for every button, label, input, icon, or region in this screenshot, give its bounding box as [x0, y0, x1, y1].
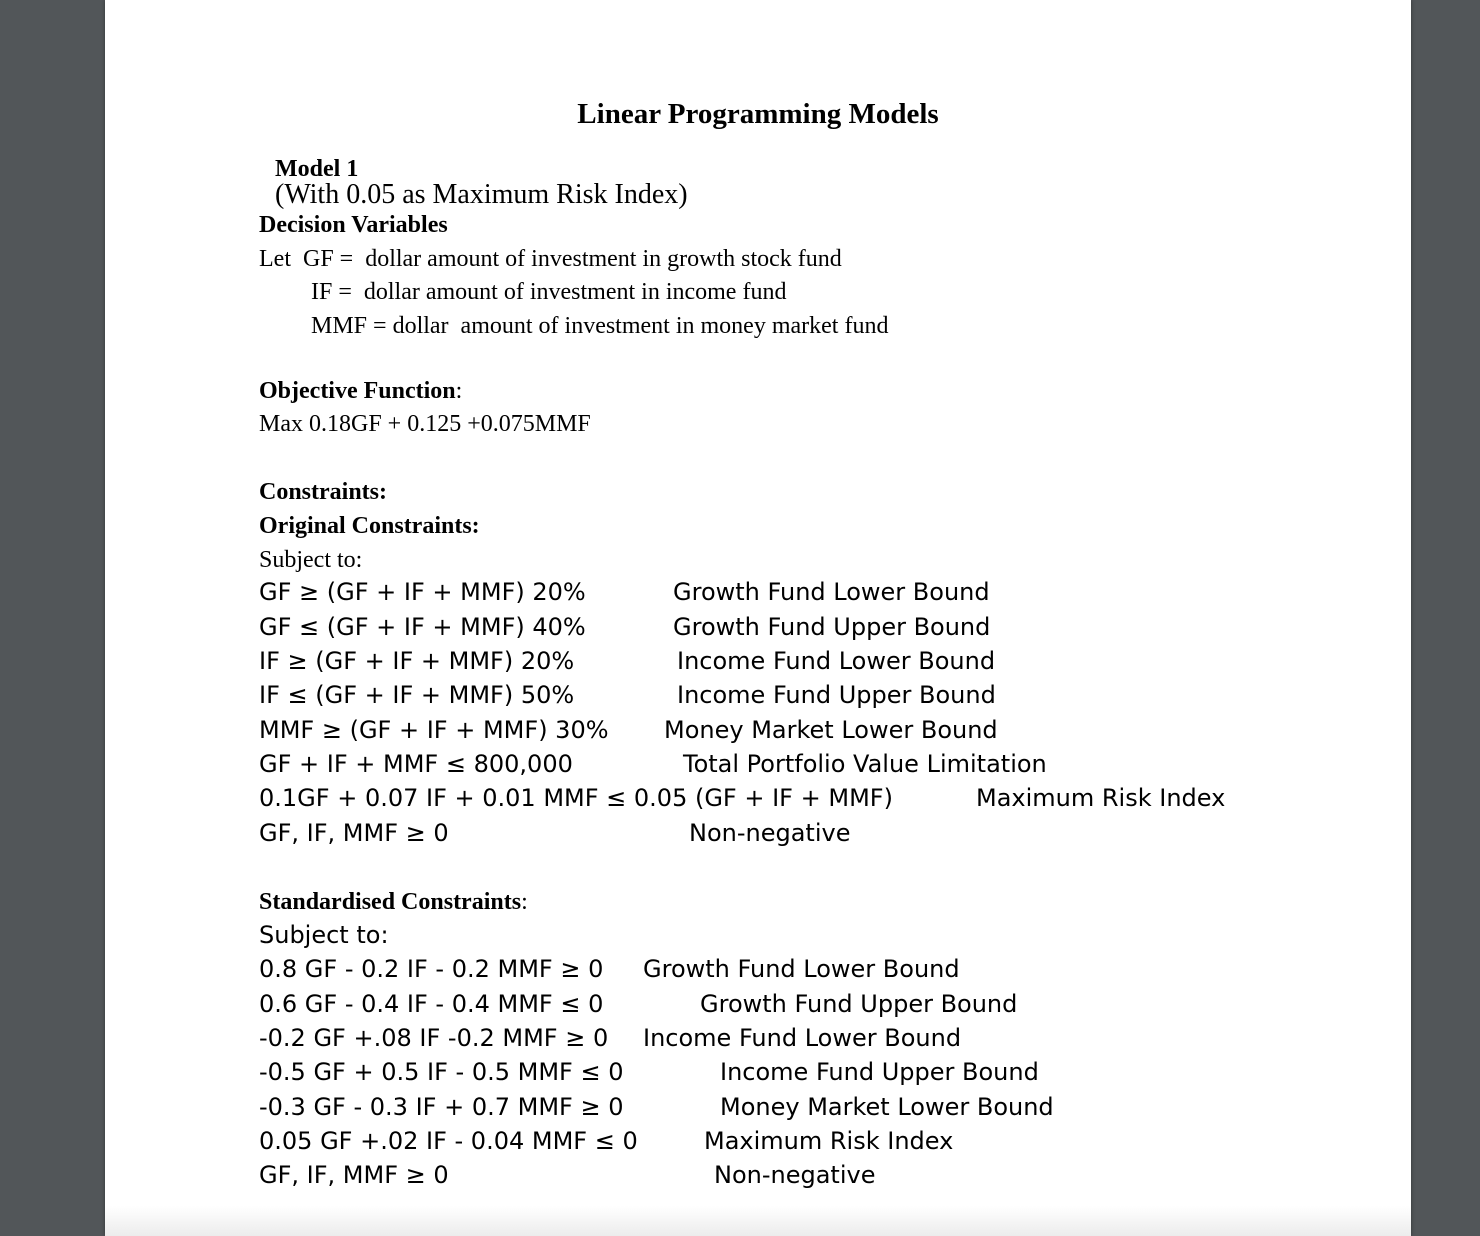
constraint-label: Growth Fund Upper Bound: [673, 613, 991, 641]
constraint-label: Money Market Lower Bound: [664, 716, 998, 744]
constraint-expression: MMF ≥ (GF + IF + MMF) 30%: [259, 716, 609, 744]
standardised-constraints-heading: [259, 890, 528, 914]
page-title: Linear Programming Models: [577, 98, 939, 130]
standardised-heading-text: Standardised Constraints: [259, 889, 522, 915]
constraint-expression: GF ≤ (GF + IF + MMF) 40%: [259, 613, 586, 641]
constraint-label: Maximum Risk Index: [976, 784, 1226, 812]
model-label: Model 1: [275, 156, 359, 182]
constraint-label: Income Fund Lower Bound: [677, 647, 996, 675]
std-constraint-expression: 0.05 GF +.02 IF - 0.04 MMF ≤ 0: [259, 1127, 638, 1155]
std-constraint-expression: -0.2 GF +.08 IF -0.2 MMF ≥ 0: [259, 1024, 609, 1052]
standardised-heading-colon: :: [521, 889, 528, 915]
objective-heading-colon: :: [455, 378, 463, 404]
std-constraint-label: Non-negative: [714, 1161, 876, 1189]
constraint-expression: IF ≥ (GF + IF + MMF) 20%: [259, 647, 575, 675]
std-constraint-expression: 0.8 GF - 0.2 IF - 0.2 MMF ≥ 0: [259, 955, 604, 983]
std-constraint-label: Money Market Lower Bound: [720, 1093, 1054, 1121]
std-constraint-expression: -0.3 GF - 0.3 IF + 0.7 MMF ≥ 0: [259, 1093, 624, 1121]
decision-variable-mmf: MMF = dollar amount of investment in money market fund: [311, 313, 889, 339]
std-constraint-label: Growth Fund Upper Bound: [700, 990, 1018, 1018]
constraint-label: Total Portfolio Value Limitation: [683, 750, 1047, 778]
constraint-expression: IF ≤ (GF + IF + MMF) 50%: [259, 681, 575, 709]
decision-variables-heading: Decision Variables: [259, 212, 448, 238]
objective-heading-text: Objective Function: [259, 378, 456, 404]
decision-variable-if: IF = dollar amount of investment in income fund: [311, 279, 787, 305]
constraint-label: Non-negative: [689, 819, 851, 847]
std-constraint-expression: GF, IF, MMF ≥ 0: [259, 1161, 449, 1189]
std-constraint-label: Growth Fund Lower Bound: [643, 955, 960, 983]
constraint-expression: 0.1GF + 0.07 IF + 0.01 MMF ≤ 0.05 (GF + IF + MMF): [259, 784, 893, 812]
std-constraint-expression: 0.6 GF - 0.4 IF - 0.4 MMF ≤ 0: [259, 990, 604, 1018]
std-constraint-label: Maximum Risk Index: [704, 1127, 954, 1155]
original-constraints-heading: Original Constraints:: [259, 513, 480, 539]
constraints-heading: Constraints:: [259, 479, 388, 505]
constraint-expression: GF ≥ (GF + IF + MMF) 20%: [259, 578, 586, 606]
std-constraint-expression: -0.5 GF + 0.5 IF - 0.5 MMF ≤ 0: [259, 1058, 624, 1086]
objective-expression: Max 0.18GF + 0.125 +0.075MMF: [259, 411, 591, 437]
constraint-expression: GF, IF, MMF ≥ 0: [259, 819, 449, 847]
original-subject-to: Subject to:: [259, 547, 363, 573]
objective-heading: [259, 379, 462, 403]
std-constraint-label: Income Fund Lower Bound: [643, 1024, 962, 1052]
decision-variable-gf: Let GF = dollar amount of investment in growth stock fund: [259, 246, 842, 272]
constraint-label: Income Fund Upper Bound: [677, 681, 996, 709]
model-note: (With 0.05 as Maximum Risk Index): [275, 179, 688, 210]
document-page: [105, 0, 1411, 1236]
constraint-label: Growth Fund Lower Bound: [673, 578, 990, 606]
page-bottom-shadow: [105, 1206, 1411, 1236]
constraint-expression: GF + IF + MMF ≤ 800,000: [259, 750, 573, 778]
std-constraint-label: Income Fund Upper Bound: [720, 1058, 1039, 1086]
standardised-subject-to: Subject to:: [259, 921, 389, 949]
